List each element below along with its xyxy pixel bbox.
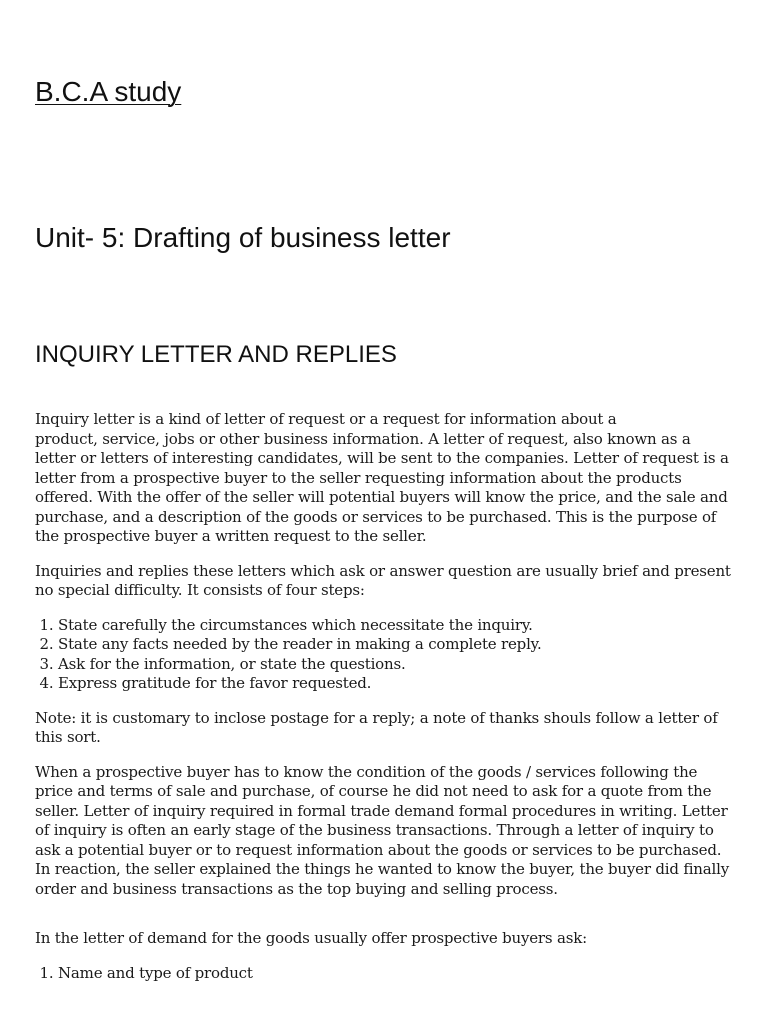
- post-title: Unit- 5: Drafting of business letter: [35, 222, 451, 253]
- paragraph-intro-rest: product, service, jobs or other business information. A letter of request, also known as a letter or letters of interesting candidates, will be sent to the companies. Letter of request is a letter from a prospective buyer to the seller requesting information about the products offered. With the offer of the seller will potential buyers will know the price, and the sale and purchase, and a description of the goods or services to be purchased. This is the purpose of the prospective buyer a written request to the seller.: [35, 429, 729, 545]
- paragraph-intro: [35, 410, 735, 547]
- steps-list: [35, 616, 735, 694]
- list-item: 4. Express gratitude for the favor requested.: [58, 674, 735, 694]
- list-item: 2. State any facts needed by the reader in making a complete reply.: [58, 635, 735, 655]
- paragraph-intro-line1: Inquiry letter is a kind of letter of request or a request for information about a: [35, 410, 617, 428]
- paragraph-buyer: When a prospective buyer has to know the condition of the goods / services following the price and terms of sale and purchase, of course he did not need to ask for a quote from the seller. Letter of inquiry required in formal trade demand formal procedures in writing. Letter of inquiry is often an early stage of the business transactions. Through a letter of inquiry to ask a potential buyer or to request information about the goods or services to be purchased. In reaction, the seller explained the things he wanted to know the buyer, the buyer did finally order and business transactions as the top buying and selling process.: [35, 762, 729, 898]
- list-item: 1. State carefully the circumstances which necessitate the inquiry.: [58, 616, 735, 636]
- list-item: 1. Name and type of product: [58, 964, 735, 984]
- article-body: [35, 410, 735, 998]
- paragraph-note: Note: it is customary to inclose postage for a reply; a note of thanks shouls follow a letter of this sort.: [35, 708, 718, 746]
- paragraph-steps-intro: Inquiries and replies these letters which ask or answer question are usually brief and present no special difficulty. It consists of four steps:: [35, 561, 731, 599]
- section-heading: INQUIRY LETTER AND REPLIES: [35, 341, 397, 368]
- site-title-link[interactable]: B.C.A study: [35, 76, 182, 107]
- paragraph-demand: In the letter of demand for the goods usually offer prospective buyers ask:: [35, 929, 587, 947]
- list-item: 3. Ask for the information, or state the questions.: [58, 655, 735, 675]
- demand-list: [35, 964, 735, 984]
